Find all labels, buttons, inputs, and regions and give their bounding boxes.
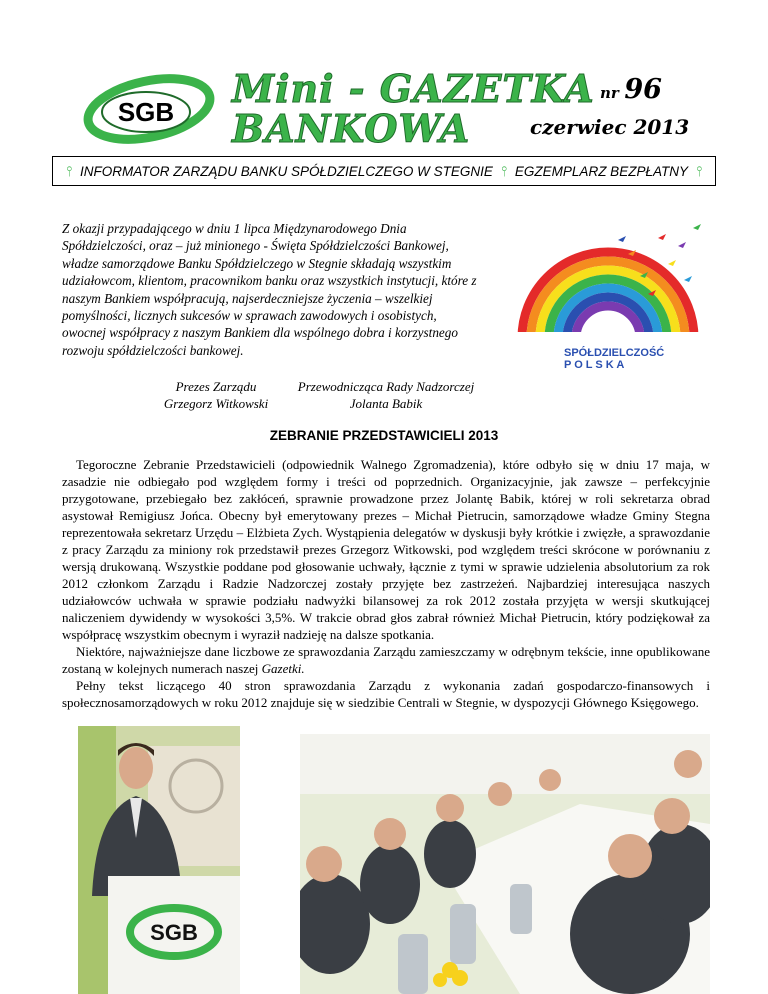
info-bar xyxy=(52,156,716,186)
info-bar-right: EGZEMPLARZ BEZPŁATNY xyxy=(514,163,688,179)
masthead xyxy=(0,0,768,150)
issue-date: czerwiec 2013 xyxy=(530,115,690,139)
rainbow-logo-line2: P O L S K A xyxy=(564,359,625,370)
article-paragraph xyxy=(62,643,710,677)
photo-meeting-table xyxy=(300,734,710,994)
issue-label: nr xyxy=(600,84,619,102)
signature-role: Prezes Zarządu xyxy=(175,379,257,394)
signature-president xyxy=(156,378,276,412)
greeting-text: Z okazji przypadającego w dniu 1 lipca Międzynarodowego Dnia Spółdzielczości, oraz – już minionego - Święta Spółdzielczości Bankowej, władze samorządowe Banku Spółdzielczego w Stegnie składają wszystkim udziałowcom, klientom, pracownikom banku oraz wszystkich instytucji, które z naszym Bankiem współpracują, najserdeczniejsze życzenia – wszelkiej pomyślności, licznych sukcesów w sprawach zawodowych i osobistych, owocnej współpracy z naszym Bankiem dla wspólnego dobra i korzystnego rozwoju spółdzielczości bankowej. xyxy=(62,221,477,358)
signature-role: Przewodnicząca Rady Nadzorczej xyxy=(297,379,475,394)
signature-name: Jolanta Babik xyxy=(349,396,423,411)
podium-sign-text: SGB xyxy=(150,920,198,945)
info-bar-left: INFORMATOR ZARZĄDU BANKU SPÓŁDZIELCZEGO W STEGNIE xyxy=(80,163,493,179)
photo-speaker-at-podium xyxy=(78,726,240,994)
article-body xyxy=(62,456,710,711)
sgb-logo xyxy=(78,70,220,148)
rainbow-logo-line1: SPÓŁDZIELCZOŚĆ xyxy=(564,347,665,359)
logo-text: SGB xyxy=(117,97,175,127)
gazette-name: Gazetki. xyxy=(261,661,305,676)
article-paragraph: Pełny tekst liczącego 40 stron sprawozdania Zarządu z wykonania zadań gospodarczo-finansowych i społecznosamorządowych w roku 2012 znajduje się w siedzibie Centrali w Stegnie, w dyspozycji Głównego Księgowego. xyxy=(62,678,710,710)
title-line-2: BANKOWA xyxy=(232,106,471,151)
rainbow-cooperative-logo xyxy=(508,210,708,370)
tree-icon: ⫯ xyxy=(695,162,703,179)
issue-number xyxy=(600,74,662,105)
signature-name: Grzegorz Witkowski xyxy=(163,396,269,411)
title-line-1: Mini - GAZETKA xyxy=(232,66,595,111)
tree-icon: ⫯ xyxy=(500,162,507,179)
article-title: ZEBRANIE PRZEDSTAWICIELI 2013 xyxy=(269,428,499,443)
signature-chair xyxy=(288,378,484,412)
article-paragraph: Tegoroczne Zebranie Przedstawicieli (odpowiednik Walnego Zgromadzenia), które odbyło się w dniu 17 maja, w zasadzie nie odbiegało pod względem formy i treści od poprzednich. Organizacyjnie, jak zawsze – perfekcyjnie przygotowane, przebiegało bez zakłóceń, sprawnie prowadzone przez Jolantę Babik, której w roli sekretarza obrad asystował Remigiusz Jońca. Obecny był emerytowany prezes – Michał Pietrucin, samorządowe władze Gminy Stegna reprezentowała sekretarz Urzędu – Elżbieta Zych. Wystąpienia delegatów w dyskusji były krótkie i zwięzłe, a sprawozdanie z pracy Zarządu za miniony rok przedstawił prezes Grzegorz Witkowski, pod względem treści skrócone w porównaniu z wersją drukowaną. Wszystkie poddane pod głosowanie uchwały, łącznie z tymi w sprawie udzielenia absolutorium za rok 2012 członkom Zarządu i Radzie Nadzorczej zostały przyjęte bez zastrzeżeń. Najbardziej interesująca naszych udziałowców uchwała w sprawie podziału nadwyżki bilansowej za rok 2012 została przyjęta w wersji skutkującej naliczeniem dywidendy w wysokości 3,5%. W trakcie obrad głos zabrał również Michał Pietrucin, który podziękował za współpracę wszystkim obecnym i wyraził nadzieję na dalsze spotkania. xyxy=(62,457,710,642)
tree-icon: ⫯ xyxy=(65,162,73,179)
issue-value: 96 xyxy=(624,74,662,105)
article-paragraph-text: Niektóre, najważniejsze dane liczbowe ze sprawozdania Zarządu zamieszczamy w odrębnym tekście, inne opublikowane zostaną w kolejnych numerach naszej xyxy=(62,644,710,676)
